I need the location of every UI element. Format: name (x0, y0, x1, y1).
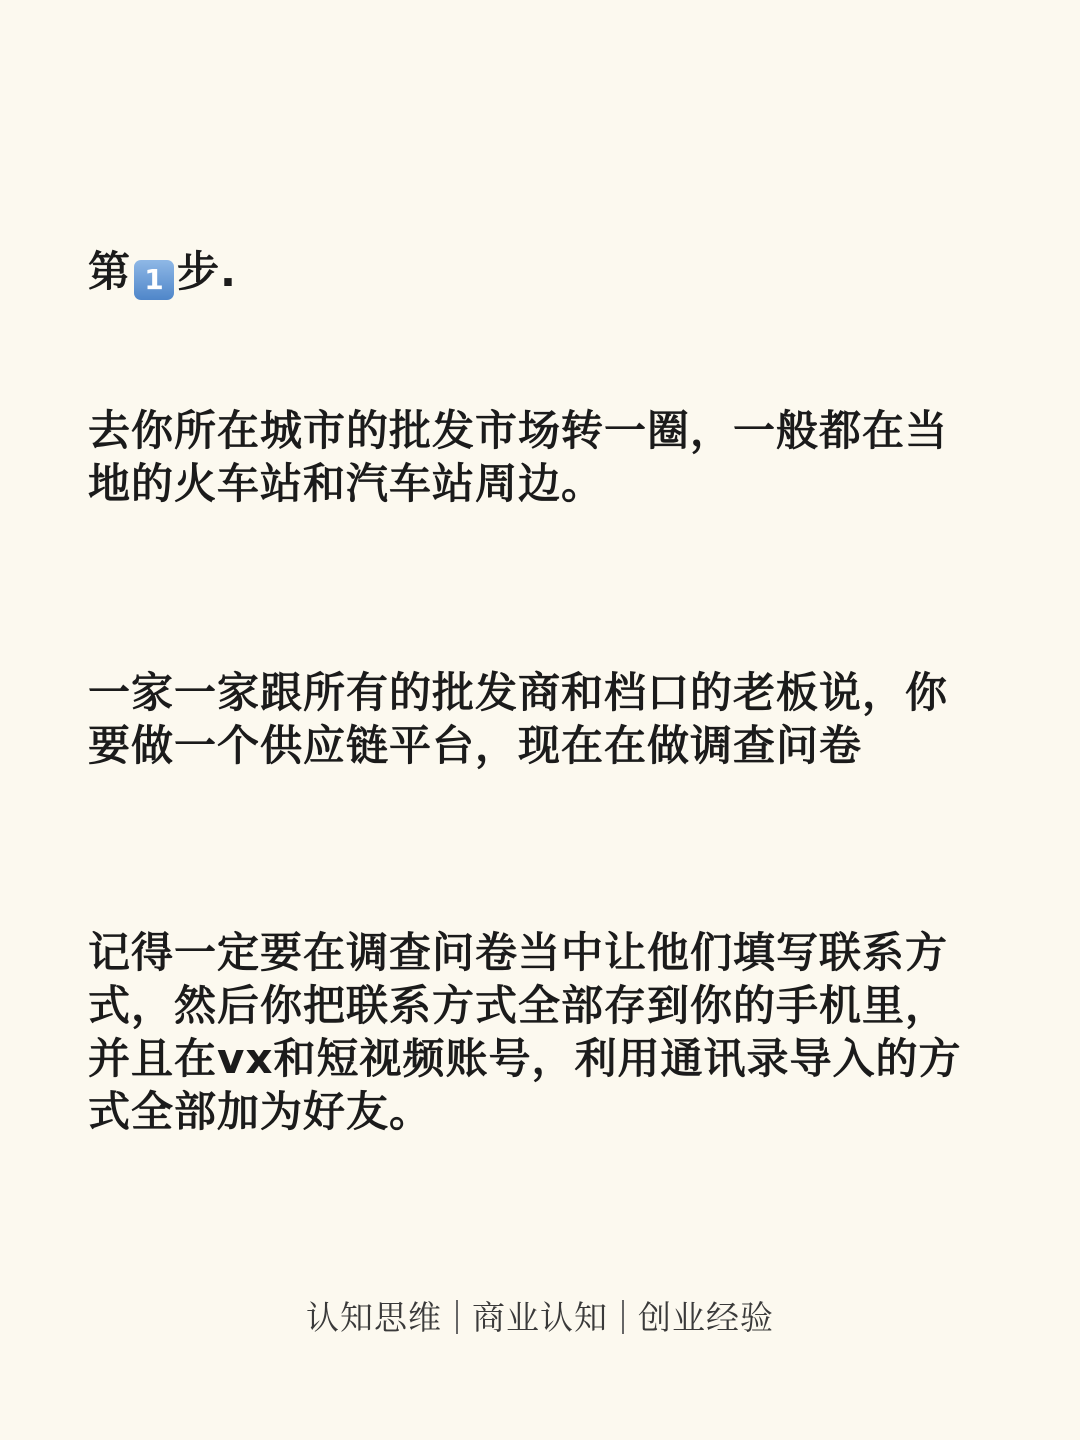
tag-divider (456, 1300, 458, 1334)
step-number-keycap-icon: 1 (134, 260, 174, 300)
footer-tags (0, 1296, 1080, 1340)
footer-tag: 创业经验 (638, 1298, 774, 1337)
footer-tag: 认知思维 (306, 1298, 442, 1337)
footer-tag: 商业认知 (472, 1298, 608, 1337)
step-prefix: 第 (88, 247, 132, 296)
step-suffix: 步. (177, 247, 237, 296)
paragraph-talk-to-wholesalers: 一家一家跟所有的批发商和档口的老板说，你要做一个供应链平台，现在在做调查问卷 (88, 668, 949, 770)
tag-divider (622, 1300, 624, 1334)
paragraph-visit-market: 去你所在城市的批发市场转一圈，一般都在当地的火车站和汽车站周边。 (88, 406, 949, 508)
paragraph-collect-contacts: 记得一定要在调查问卷当中让他们填写联系方式，然后你把联系方式全部存到你的手机里，并且在vx和短视频账号，利用通讯录导入的方式全部加为好友。 (88, 928, 962, 1136)
step-heading (88, 245, 988, 300)
